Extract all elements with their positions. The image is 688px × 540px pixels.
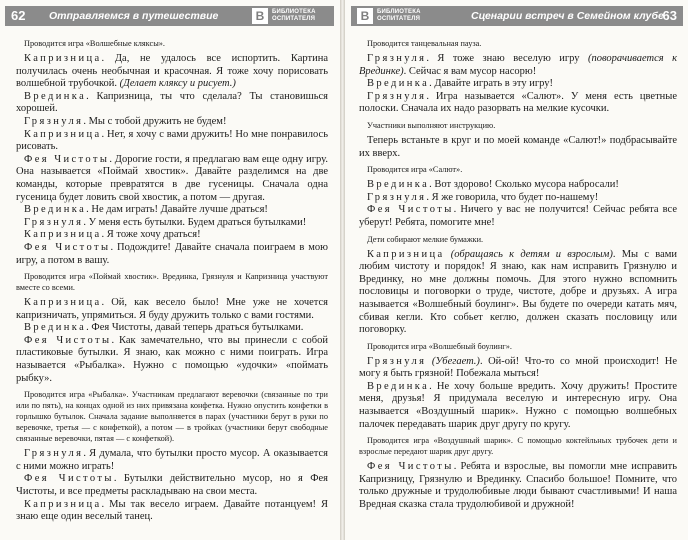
right-running-title: Сценарии встреч в Семейном клубе [471, 10, 664, 22]
line-text: . Мы с тобой дружить не будем! [83, 115, 227, 127]
left-header-bar [5, 6, 334, 26]
stage-direction [16, 271, 328, 293]
line-text: . Сейчас я вам мусор насорю! [403, 65, 537, 77]
dialogue-line [16, 322, 328, 335]
left-series-logo [252, 7, 328, 25]
dialogue-line [16, 116, 328, 129]
stage-direction [359, 164, 677, 175]
dialogue-line [16, 229, 328, 242]
line-text: . Мы так весело играем. Давайте потанцуем! Я знаю еще один веселый танец. [16, 498, 328, 523]
right-series-logo [357, 7, 433, 25]
line-text: Проводится игра «Воздушный шарик». С помощью коктейльных трубочек дети и взрослые передают шарик друг другу. [359, 436, 677, 457]
dialogue-line [359, 192, 677, 205]
dialogue-line [16, 204, 328, 217]
stage-note: (Делает кляксу и рисует.) [119, 78, 236, 90]
dialogue-line [359, 179, 677, 192]
dialogue-line [359, 461, 677, 511]
stage-note: (поворачивается к Врединке) [359, 53, 677, 77]
line-text: . Ой-ой! Что-то со мной происходит! Не могу я быть грязной! Побежала мыться! [359, 355, 677, 380]
dialogue-line [16, 448, 328, 473]
logo-mark-icon: B [252, 8, 268, 24]
speaker-name: Врединка [24, 322, 87, 334]
dialogue-line [359, 204, 677, 229]
dialogue-line [16, 154, 328, 204]
line-text: . Подождите! Давайте сначала поиграем в мою игру, а потом в вашу. [16, 241, 329, 266]
speaker-name: Врединка [367, 380, 430, 392]
left-page-body [16, 34, 328, 524]
dialogue-line [359, 91, 677, 116]
left-page [0, 0, 340, 540]
line-text: . Я же говорила, что будет по-нашему! [426, 191, 599, 203]
dialogue-line [16, 91, 328, 116]
right-page [345, 0, 688, 540]
speaker-name: Врединка [367, 78, 430, 90]
line-text: . Игра называется «Салют». У меня есть цветные полоски. Сначала их надо разорвать на мелкие кусочки. [359, 90, 677, 115]
line-text: . Дорогие гости, я предлагаю вам еще одну игру. Она называется «Поймай хвостик». Давайте разделимся на две команды, которые превратятся в две гусеницы. Сначала одна гусеница будет ловить свой хвостик, а потом — другая. [16, 153, 328, 203]
line-text: Дети собирают мелкие бумажки. [367, 234, 484, 244]
dialogue-line [359, 78, 677, 91]
speaker-name: Фея Чистоты [24, 473, 114, 485]
line-text: Проводится игра «Волшебные кляксы». [24, 39, 165, 48]
dialogue-line [16, 129, 328, 154]
logo-line-2: ОСПИТАТЕЛЯ [377, 16, 421, 22]
line-text: . Я тоже знаю веселую игру [426, 53, 580, 64]
logo-line-2: ОСПИТАТЕЛЯ [272, 16, 316, 22]
left-page-number: 62 [11, 8, 26, 23]
line-text: . Фея Чистоты, давай теперь драться бутылками. [86, 322, 304, 334]
speaker-name: Грязнуля [24, 216, 84, 228]
line-text: . Я тоже хочу драться! [101, 229, 201, 241]
stage-direction [359, 234, 677, 245]
dialogue-line [16, 297, 328, 322]
dialogue-line [16, 217, 328, 230]
speaker-name: Фея Чистоты [367, 461, 454, 473]
line-text: . Давайте играть в эту игру! [429, 78, 553, 90]
dialogue-line [16, 499, 328, 524]
dialogue-line [16, 53, 328, 91]
speaker-name: Капризница [24, 128, 102, 140]
line-text: . У меня есть бутылки. Будем драться бутылками! [83, 216, 307, 228]
line-text: Теперь встаньте в круг и по моей команде «Салют!» подбрасывайте их вверх. [359, 134, 677, 159]
speaker-name: Капризница [24, 53, 102, 64]
line-text: Проводится игра «Салют». [367, 165, 463, 175]
speaker-name: Грязнуля [367, 355, 427, 367]
speaker-name: Фея Чистоты [24, 241, 111, 253]
line-text: . Я думала, что бутылки просто мусор. А оказывается с ними можно играть! [16, 448, 328, 472]
stage-direction [359, 435, 677, 457]
line-text: Проводится игра «Рыбалка». Участникам предлагают веревочки (связанные по три или по пять), на концах одной из них привязана конфетка. Нужно опустить конфетки в горлышко бутылок. Сначала задание выполняется в парах (участники берут в руки по веревочке, третья — с конфеткой), а потом — в тройках (участники берут свободные связанные веревочки, пятая — с конфеткой). [16, 390, 328, 444]
right-header-bar [351, 6, 683, 26]
speaker-name: Фея Чистоты [24, 334, 112, 346]
line-text: . Не хочу больше вредить. Хочу дружить! Простите меня, друзья! Я придумала веселую и интересную игру. Она называется «Воздушный шарик». Нужно с помощью волшебных палочек передавать шарик друг другу по кругу. [359, 380, 677, 430]
speaker-name: Грязнуля [24, 115, 84, 127]
dialogue-line [359, 135, 677, 160]
line-text: . Капризница, ты что сделала? Ты становишься хорошей. [16, 90, 328, 115]
right-page-number: 63 [662, 8, 677, 23]
line-text: . Ой, как весело было! Мне уже не хочется капризничать, упрямиться. Я буду дружить только с вами гостями. [16, 297, 328, 321]
line-text: Проводится игра «Поймай хвостик». Врединка, Грязнуля и Капризница участвуют вместе со всеми. [16, 272, 328, 293]
speaker-name: Врединка [367, 179, 430, 191]
stage-direction [359, 120, 677, 131]
line-text: . Ребята и взрослые, вы помогли мне исправить Капризницу, Грязнулю и Врединку. Спасибо большое! Помните, что только дружные и трудолюбивые люди бывают счастливыми! И наша Вредная сказка стала трудолюбивой и дружной! [359, 461, 677, 511]
dialogue-line [16, 473, 328, 498]
stage-direction [359, 341, 677, 352]
line-text: Участники выполняют инструкцию. [367, 120, 496, 130]
line-text: Проводится танцевальная пауза. [367, 39, 482, 48]
logo-line-1: БИБЛИОТЕКА [377, 9, 421, 15]
speaker-name: Врединка [24, 204, 87, 216]
line-text: . Не дам играть! Давайте лучше драться! [86, 204, 268, 216]
line-text: . Да, не удалось все испортить. Картина получилась очень необычная и красочная. Я тоже хочу порисовать волшебной трубочкой. [16, 53, 328, 90]
line-text: . Как замечательно, что вы принесли с собой пластиковые бутылки. Я знаю, как можно с ними поиграть. Игра называется «Рыбалка». Нужно с помощью «удочки» «поймать рыбку». [16, 334, 328, 384]
dialogue-line [16, 335, 328, 385]
speaker-name: Капризница [367, 248, 445, 260]
stage-direction [359, 38, 677, 49]
speaker-name: Грязнуля [367, 191, 427, 203]
dialogue-line [359, 381, 677, 431]
left-running-title: Отправляемся в путешествие [49, 10, 219, 22]
stage-direction [16, 389, 328, 444]
stage-direction [16, 38, 328, 49]
speaker-name: Капризница [24, 498, 102, 510]
speaker-name: Капризница [24, 229, 102, 241]
dialogue-line [359, 249, 677, 337]
stage-note: (обращаясь к детям и взрослым) [444, 248, 613, 260]
dialogue-line [359, 356, 677, 381]
speaker-name: Грязнуля [24, 448, 84, 460]
logo-line-1: БИБЛИОТЕКА [272, 9, 316, 15]
speaker-name: Грязнуля [367, 90, 427, 102]
line-text: . Мы с вами любим чистоту и порядок! Я знаю, как нам исправить Грязнулю и Врединку, но мне должны помочь. Для этого нужно вспомнить пословицы и поговорки о труде, чистоте, добре и друзьях. А игра называется «Волшебный боулинг». Вы будете по очереди катать мяч, сбивая кегли. Кто собьет кеглю, должен сказать пословицу или поговорку. [359, 248, 677, 336]
line-text: Проводится игра «Волшебный боулинг». [367, 341, 512, 351]
line-text: . Вот здорово! Сколько мусора набросали! [429, 179, 619, 191]
line-text: . Ничего у вас не получится! Сейчас ребята все уберут! Ребята, помогите мне! [359, 204, 677, 228]
speaker-name: Фея Чистоты [24, 153, 110, 165]
logo-mark-icon: B [357, 8, 373, 24]
stage-note: (Убегает.) [426, 355, 480, 367]
speaker-name: Врединка [24, 90, 87, 102]
speaker-name: Фея Чистоты [367, 204, 454, 216]
speaker-name: Капризница [24, 297, 102, 309]
right-page-body [359, 34, 677, 512]
dialogue-line [359, 53, 677, 78]
speaker-name: Грязнуля [367, 53, 427, 64]
line-text: . Нет, я хочу с вами дружить! Но мне понравилось рисовать. [16, 128, 328, 153]
line-text: . Бутылки действительно мусор, но я Фея Чистоты, и все предметы раскладываю на свои места. [16, 473, 328, 498]
dialogue-line [16, 242, 328, 267]
